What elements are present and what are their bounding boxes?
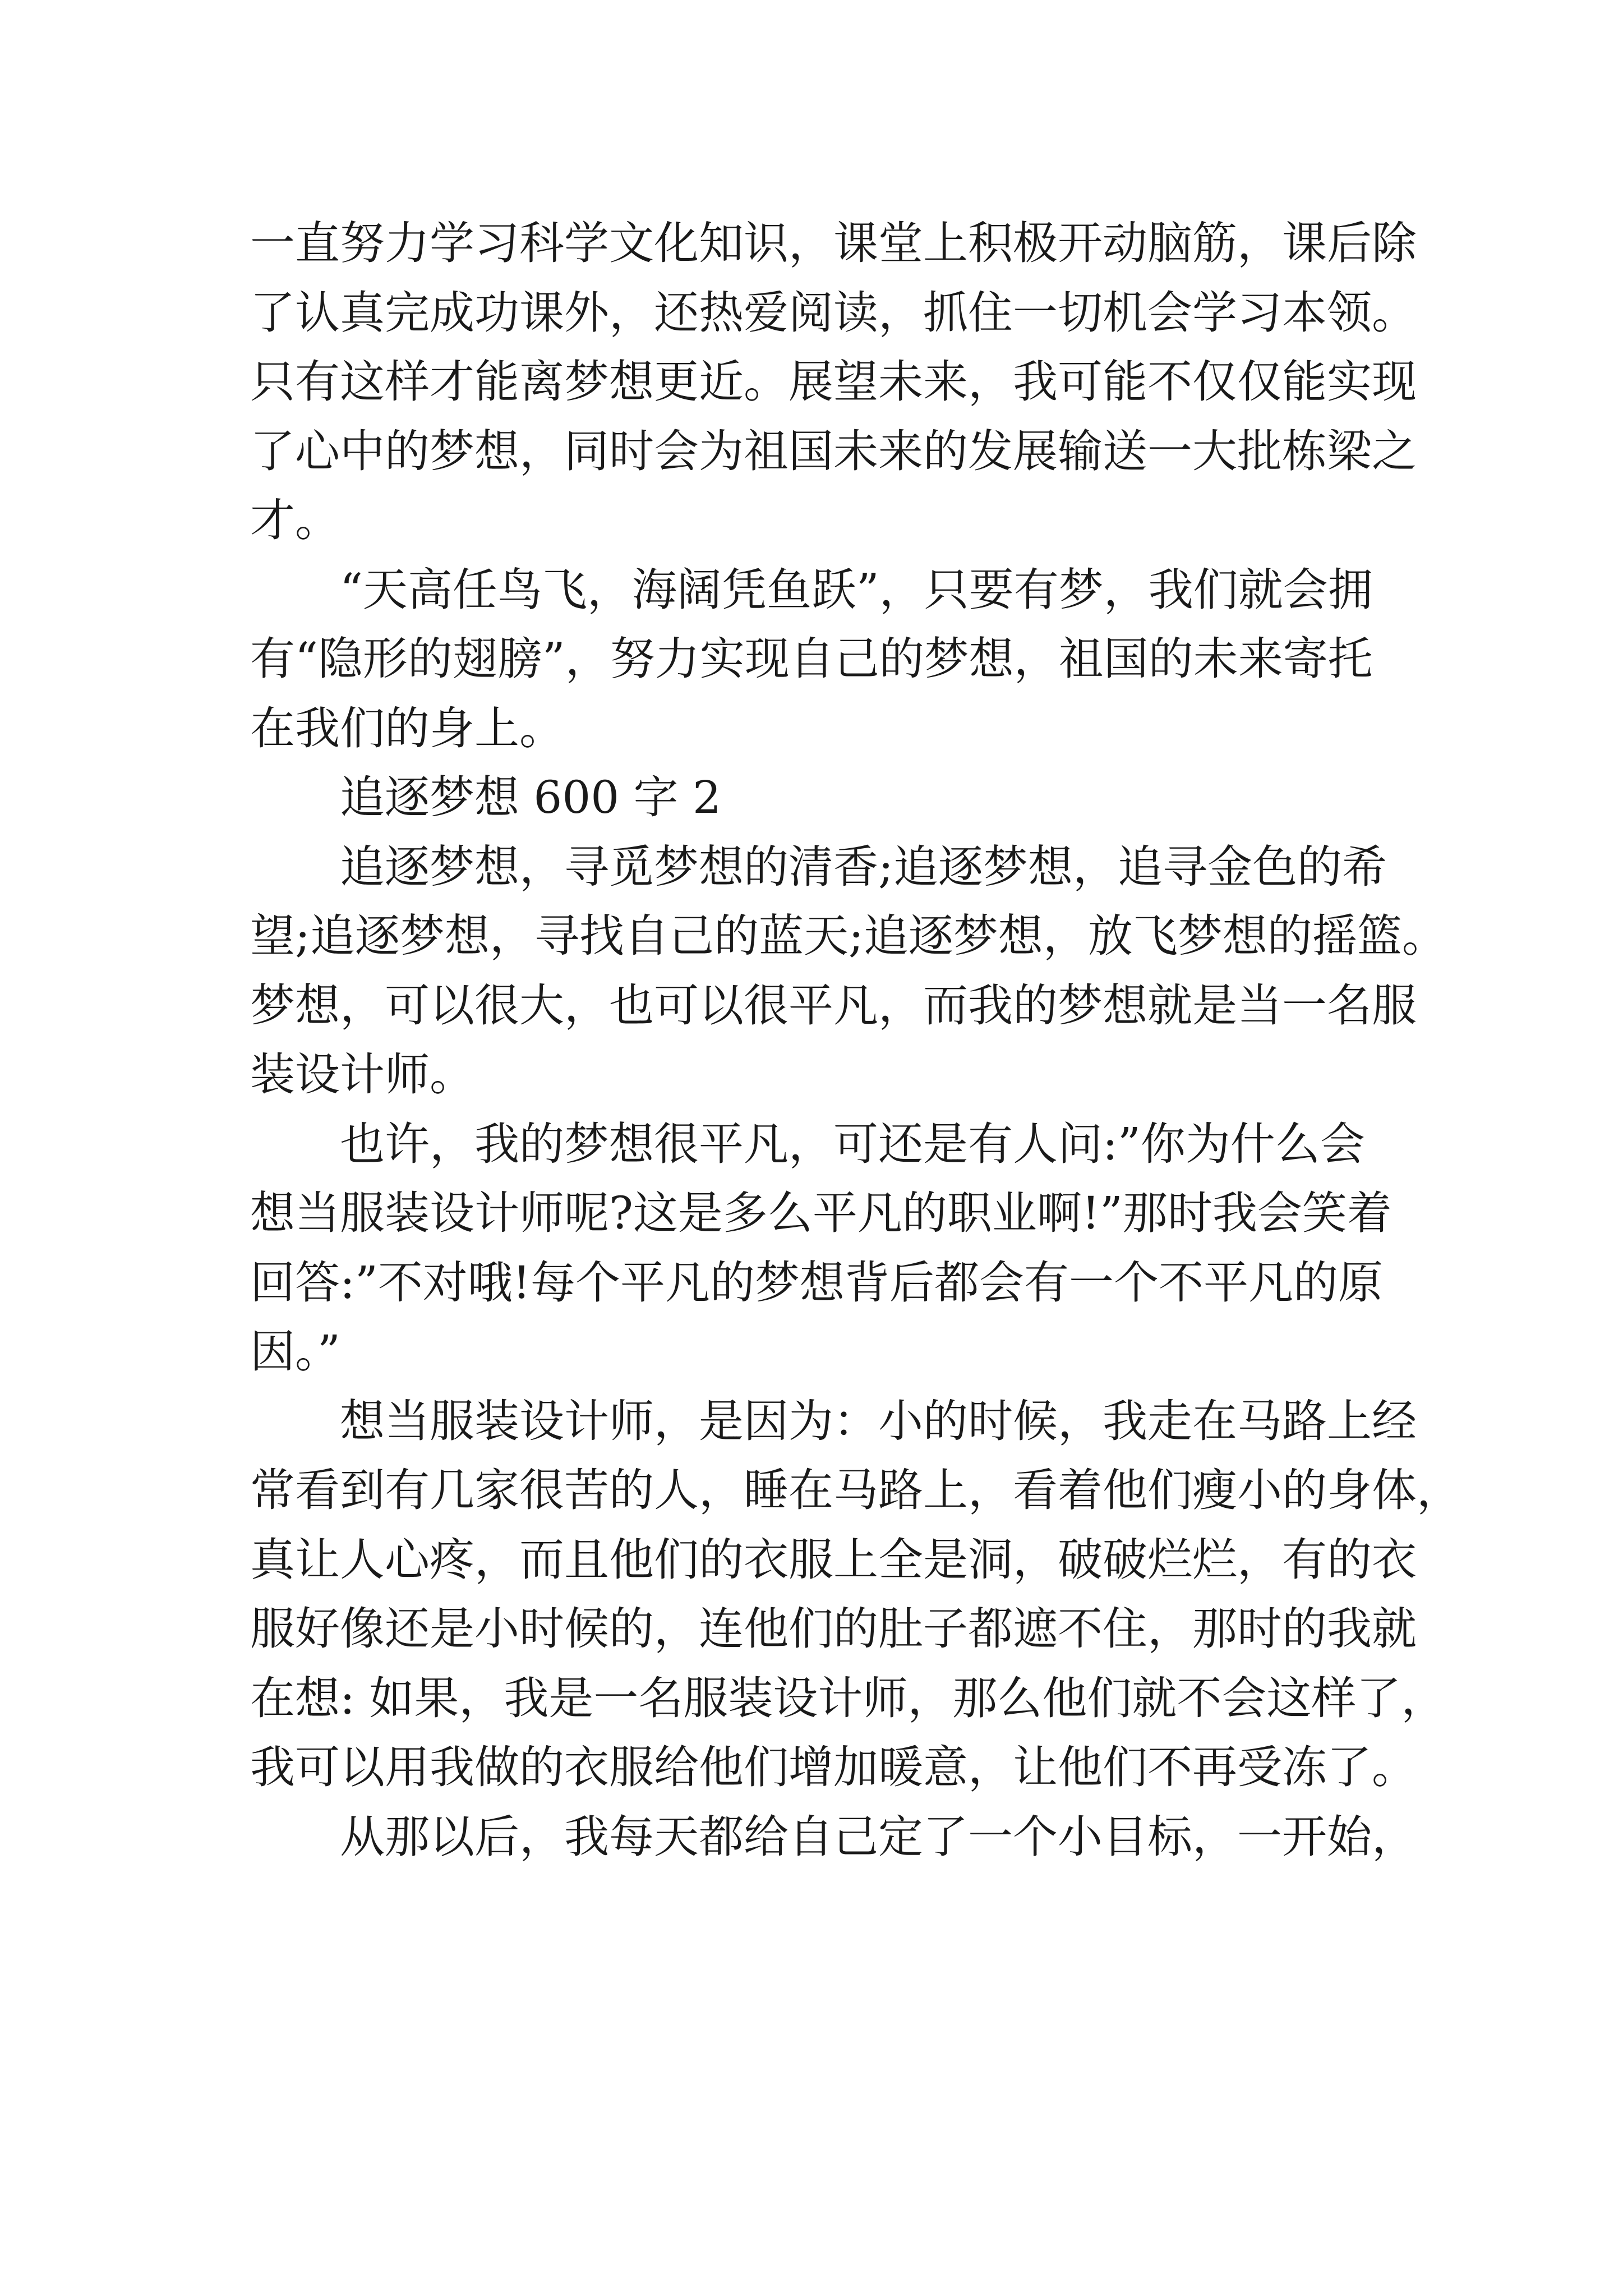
text-line: “天高任鸟飞，海阔凭鱼跃”，只要有梦，我们就会拥: [340, 563, 1373, 616]
text-line: 装设计师。: [250, 1048, 474, 1101]
text-line: 梦想，可以很大，也可以很平凡，而我的梦想就是当一名服: [250, 979, 1417, 1032]
text-line: 常看到有几家很苦的人，睡在马路上，看着他们瘦小的身体，: [250, 1464, 1461, 1516]
text-line: 只有这样才能离梦想更近。展望未来，我可能不仅仅能实现: [250, 356, 1417, 408]
text-line: 真让人心疼，而且他们的衣服上全是洞，破破烂烂，有的衣: [250, 1533, 1417, 1586]
text-line: 一直努力学习科学文化知识，课堂上积极开动脑筋，课后除: [250, 217, 1417, 269]
text-line: 想当服装设计师，是因为：小的时候，我走在马路上经: [340, 1395, 1417, 1447]
text-line: 想当服装设计师呢?这是多么平凡的职业啊!”那时我会笑着: [250, 1187, 1392, 1239]
text-line: 因。”: [250, 1326, 340, 1378]
body-text: [250, 209, 1461, 1871]
text-line: 了认真完成功课外，还热爱阅读，抓住一切机会学习本领。: [250, 286, 1417, 339]
text-line: 回答:”不对哦!每个平凡的梦想背后都会有一个不平凡的原: [250, 1256, 1383, 1309]
text-line: 追逐梦想 600 字 2: [340, 771, 721, 823]
text-line: 了心中的梦想，同时会为祖国未来的发展输送一大批栋梁之: [250, 425, 1417, 477]
text-line: 也许，我的梦想很平凡，可还是有人问:”你为什么会: [340, 1117, 1365, 1170]
text-line: 有“隐形的翅膀”，努力实现自己的梦想，祖国的未来寄托: [250, 633, 1373, 685]
text-line: 追逐梦想，寻觅梦想的清香;追逐梦想，追寻金色的希: [340, 840, 1387, 893]
text-line: 在我们的身上。: [250, 702, 564, 754]
text-line: 我可以用我做的衣服给他们增加暖意，让他们不再受冻了。: [250, 1741, 1417, 1793]
text-line: 望;追逐梦想，寻找自己的蓝天;追逐梦想，放飞梦想的摇篮。: [250, 910, 1447, 962]
text-line: 才。: [250, 494, 340, 546]
text-line: 在想: 如果，我是一名服装设计师，那么他们就不会这样了，: [250, 1672, 1446, 1724]
text-line: 服好像还是小时候的，连他们的肚子都遮不住，那时的我就: [250, 1603, 1417, 1655]
text-line: 从那以后，我每天都给自己定了一个小目标，一开始，: [340, 1810, 1417, 1863]
